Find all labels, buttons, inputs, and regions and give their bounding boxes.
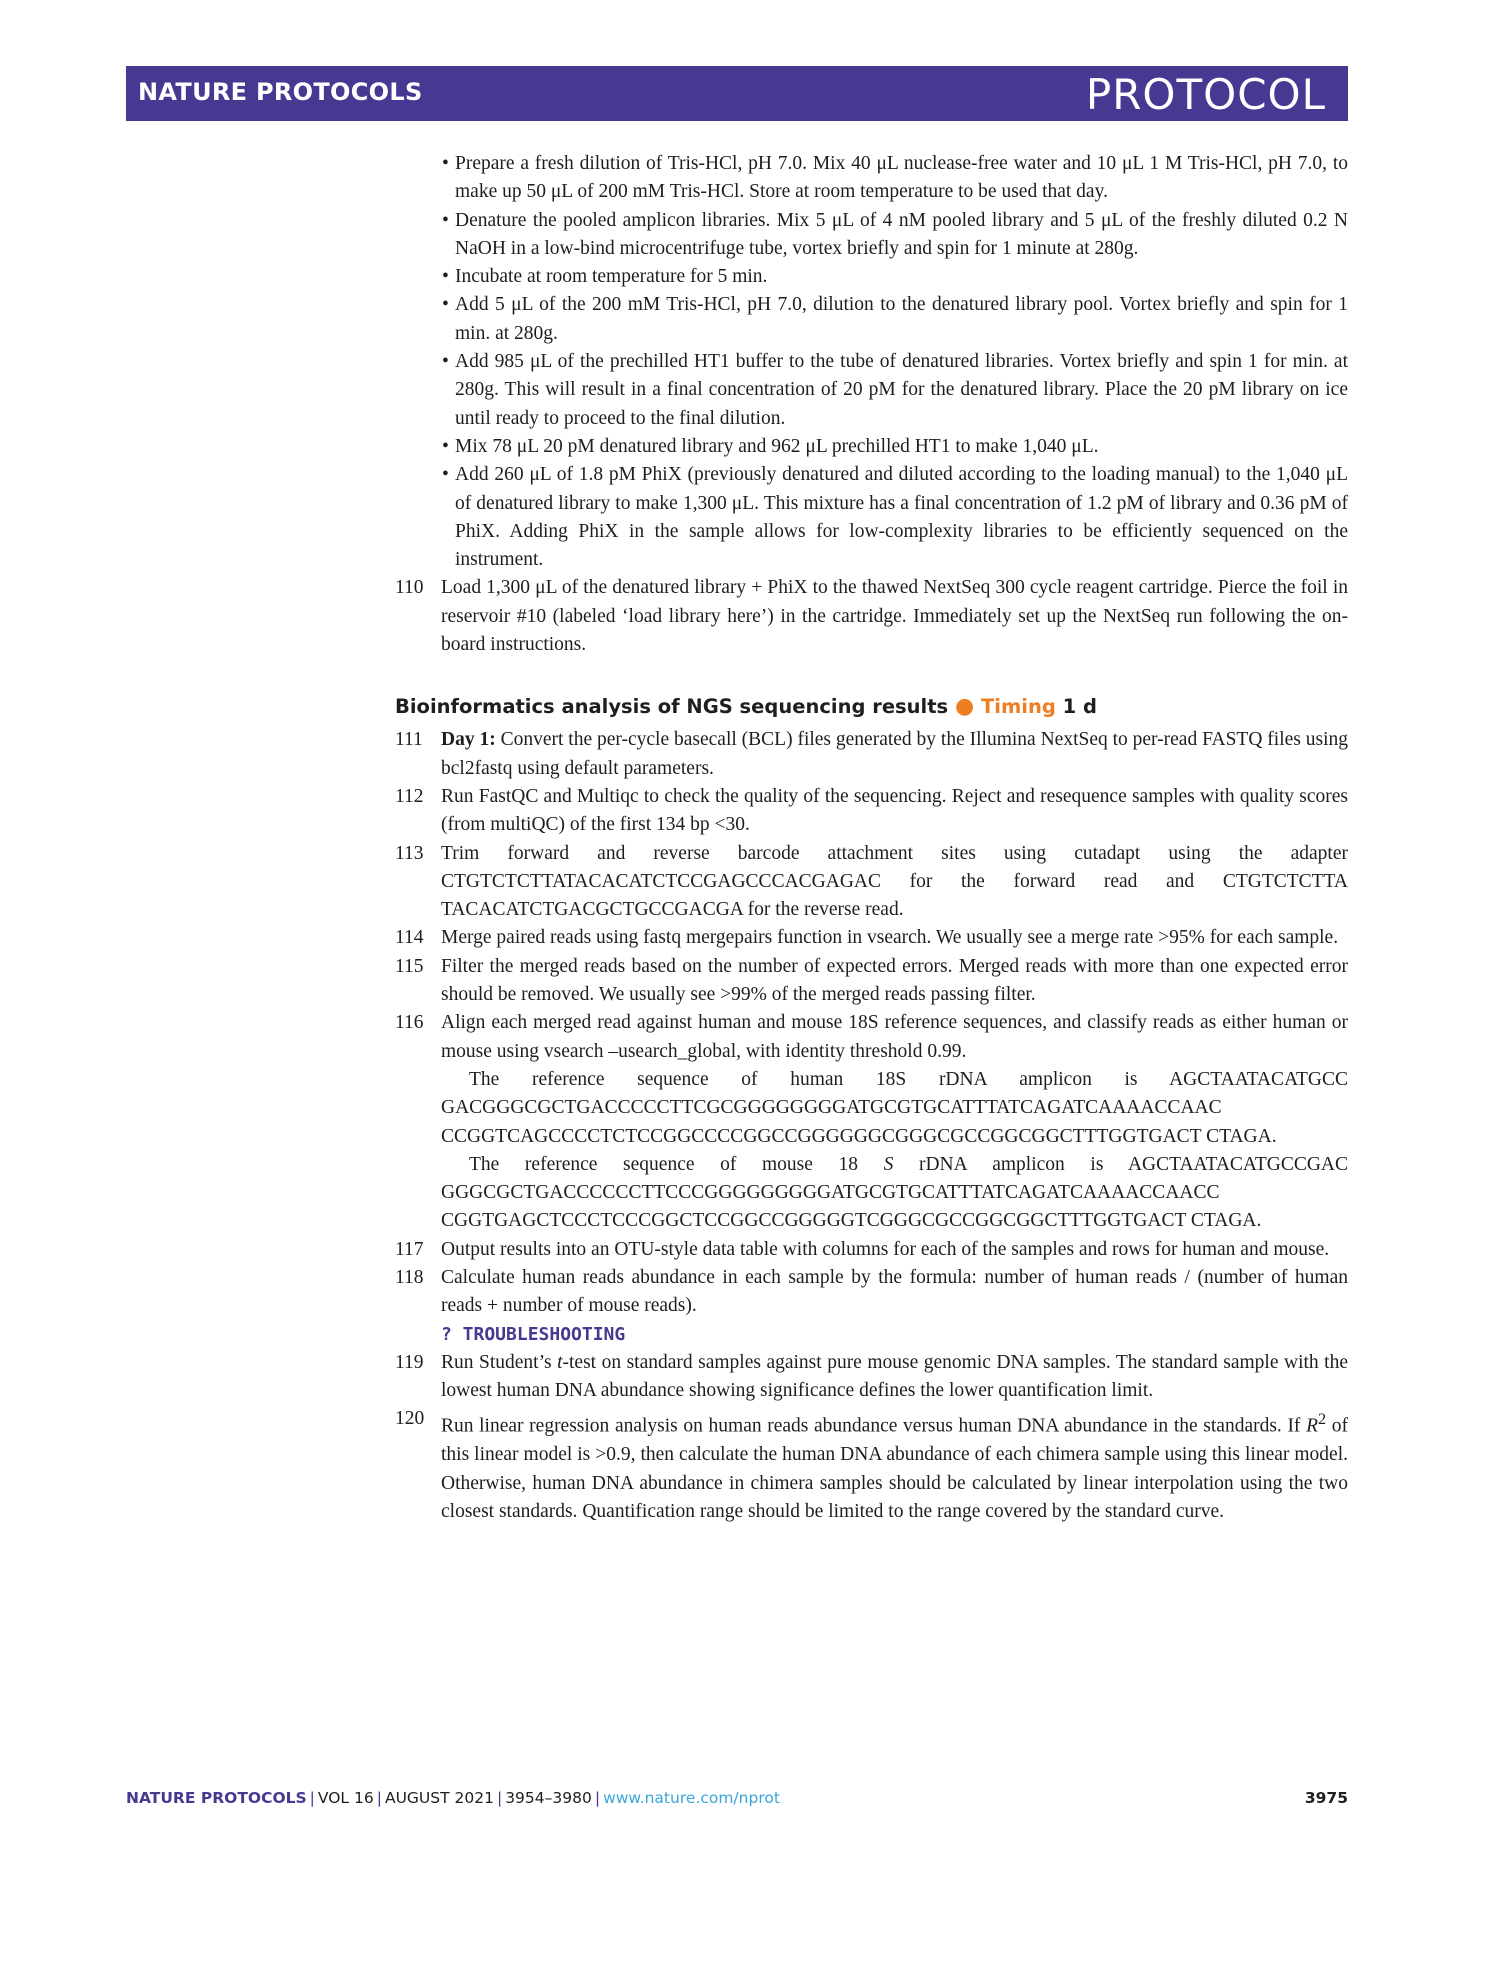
step-number: 113 — [395, 842, 424, 864]
human-reference-sequence: The reference sequence of human 18S rDNA amplicon is AGCTAATACATGCC GACGGGCGCTGACCCCCTTCGCGGGGGGGGATGCGTGCATTTATCAGATCAAAACCAAC CCGGTCAGCCCCTCTCCGGCCCCGGCCGGGGGGCGGGCGCCGGCGGCTTTGGTGACT CTAGA. — [441, 1068, 1348, 1147]
article-type: PROTOCOL — [1085, 70, 1326, 119]
list-item: • Prepare a fresh dilution of Tris-HCl, pH 7.0. Mix 40 μL nuclease-free water and 10 μL 1 M Tris-HCl, pH 7.0, to make up 50 μL of 200 mM Tris-HCl. Store at room temperature to be used that day. — [442, 150, 1348, 207]
step-120 — [395, 1405, 1348, 1526]
section-heading — [395, 693, 1348, 721]
footer-pages: 3954–3980 — [505, 1789, 592, 1807]
main-content — [395, 150, 1348, 1526]
step-text: Align each merged read against human and mouse 18S reference sequences, and classify reads as either human or mouse using vsearch –usearch_global, with identity threshold 0.99. — [441, 1012, 1348, 1062]
step-119 — [395, 1349, 1348, 1406]
page-footer: NATURE PROTOCOLS | VOL 16 | AUGUST 2021 | 3954–3980 | www.nature.com/nprot 3975 — [126, 1789, 1348, 1807]
journal-header-bar — [126, 66, 1348, 121]
journal-name: NATURE PROTOCOLS — [138, 78, 423, 106]
step-number: 119 — [395, 1351, 424, 1373]
footer-url-link[interactable]: www.nature.com/nprot — [603, 1789, 780, 1807]
step-text: Run FastQC and Multiqc to check the quality of the sequencing. Reject and resequence samples with quality scores (from multiQC) of the first 134 bp <30. — [441, 785, 1348, 836]
section-title: Bioinformatics analysis of NGS sequencing results — [395, 695, 949, 719]
step-text: Convert the per-cycle basecall (BCL) files generated by the Illumina NextSeq to per-read FASTQ files using bcl2fastq using default parameters. — [441, 729, 1348, 779]
list-item: • Add 260 μL of 1.8 pM PhiX (previously denatured and diluted according to the loading manual) to the 1,040 μL of denatured library to make 1,300 μL. This mixture has a final concentration of 1.2 pM of library and 0.36 pM of PhiX. Adding PhiX in the sample allows for low-complexity libraries to be efficiently sequenced on the instrument. — [442, 461, 1348, 574]
step-text: Output results into an OTU-style data table with columns for each of the samples and rows for human and mouse. — [441, 1238, 1330, 1260]
step-text: Run linear regression analysis on human reads abundance versus human DNA abundance in the standards. If $R^2$ of this linear model is >0.9, then calculate the human DNA abundance of each chimera sample using this linear model. Otherwise, human DNA abundance in chimera samples should be calculated by linear interpolation using the two closest standards. Quantification range should be limited to the range covered by the standard curve. — [441, 1410, 1349, 1522]
step-115 — [395, 953, 1348, 1010]
footer-volume: VOL 16 — [317, 1789, 374, 1807]
step-text: Calculate human reads abundance in each sample by the formula: number of human reads / (number of human reads + number of mouse reads). — [441, 1266, 1348, 1317]
step-number: 118 — [395, 1266, 424, 1288]
step-text: Merge paired reads using fastq mergepairs function in vsearch. We usually see a merge rate >95% for each sample. — [441, 927, 1339, 949]
list-item: • Add 985 μL of the prechilled HT1 buffer to the tube of denatured libraries. Vortex briefly and spin 1 for min. at 280g. This will result in a final concentration of 20 pM for the denatured library. Place the 20 pM library on ice until ready to proceed to the final dilution. — [442, 348, 1348, 433]
step-text: Run Student’s t-test on standard samples against pure mouse genomic DNA samples. The standard sample with the lowest human DNA abundance showing significance defines the lower quantification limit. — [441, 1351, 1348, 1402]
step-number: 116 — [395, 1012, 424, 1034]
timing-value: 1 d — [1062, 695, 1097, 719]
substep-list — [442, 150, 1348, 574]
timing-label: Timing — [980, 695, 1056, 719]
timing-dot-icon: ● — [954, 694, 975, 720]
page-number: 3975 — [1304, 1789, 1348, 1807]
list-item: • Incubate at room temperature for 5 min. — [442, 263, 1348, 291]
footer-date: AUGUST 2021 — [384, 1789, 494, 1807]
step-118 — [395, 1264, 1348, 1349]
footer-journal: NATURE PROTOCOLS — [126, 1789, 307, 1807]
step-number: 112 — [395, 785, 424, 807]
step-number: 120 — [395, 1408, 425, 1430]
step-117 — [395, 1236, 1348, 1264]
step-text: Trim forward and reverse barcode attachment sites using cutadapt using the adapter CTGTCTCTTATACACATCTCCGAGCCCACGAGAC for the forward read and CTGTCTCTTA TACACATCTGACGCTGCCGACGA for the reverse read. — [441, 842, 1348, 921]
step-116 — [395, 1009, 1348, 1235]
step-110 — [395, 574, 1348, 659]
mouse-reference-sequence: The reference sequence of mouse 18 S rDNA amplicon is AGCTAATACATGCCGAC GGGCGCTGACCCCCCTTCCCGGGGGGGGGATGCGTGCATTTATCAGATCAAAACCAACC CGGTGAGCTCCCTCCCGGCTCCGGCCGGGGGTCGGGCGCCGGCGGCTTTGGTGACT CTAGA. — [441, 1153, 1348, 1232]
step-113 — [395, 840, 1348, 925]
list-item: • Add 5 μL of the 200 mM Tris-HCl, pH 7.0, dilution to the denatured library pool. Vortex briefly and spin for 1 min. at 280g. — [442, 291, 1348, 348]
step-114 — [395, 924, 1348, 952]
step-number: 114 — [395, 927, 424, 949]
step-111 — [395, 726, 1348, 783]
step-112 — [395, 783, 1348, 840]
troubleshooting-link[interactable]: ? TROUBLESHOOTING — [441, 1323, 626, 1345]
list-item: • Mix 78 μL 20 pM denatured library and 962 μL prechilled HT1 to make 1,040 μL. — [442, 433, 1348, 461]
step-text: Load 1,300 μL of the denatured library + PhiX to the thawed NextSeq 300 cycle reagent cartridge. Pierce the foil in reservoir #10 (labeled ‘load library here’) in the cartridge. Immediately set up the NextSeq run following the on-board instructions. — [441, 577, 1348, 656]
step-text: Filter the merged reads based on the number of expected errors. Merged reads with more than one expected error should be removed. We usually see >99% of the merged reads passing filter. — [441, 955, 1348, 1006]
day-label: Day 1: — [441, 729, 496, 751]
step-number: 110 — [395, 577, 424, 599]
step-number: 111 — [395, 729, 423, 751]
step-number: 115 — [395, 955, 424, 977]
list-item: • Denature the pooled amplicon libraries. Mix 5 μL of 4 nM pooled library and 5 μL of the freshly diluted 0.2 N NaOH in a low-bind microcentrifuge tube, vortex briefly and spin for 1 minute at 280g. — [442, 207, 1348, 264]
step-number: 117 — [395, 1238, 424, 1260]
